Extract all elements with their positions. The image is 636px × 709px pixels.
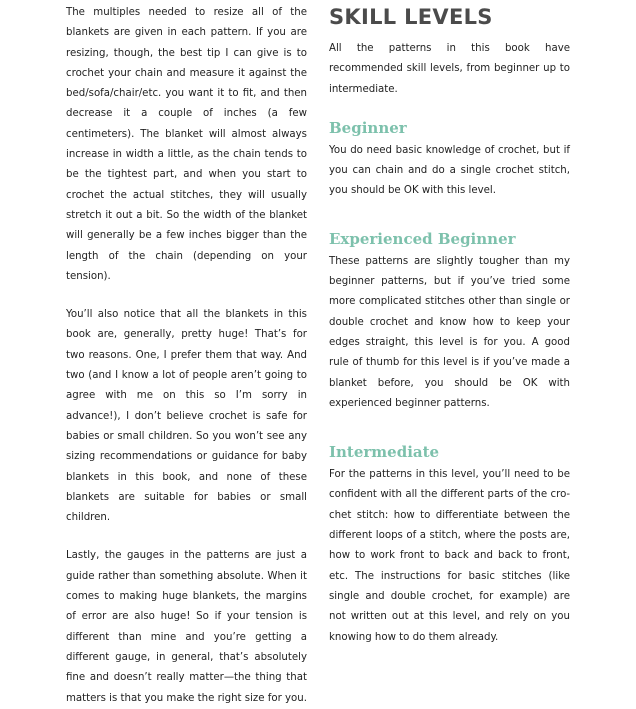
left-column xyxy=(66,3,307,709)
beginner-heading: Beginner xyxy=(329,118,407,137)
blanket-size-paragraph: You’ll also notice that all the blankets in this book are, generally, pretty huge! That’s for two reasons. One, I prefer them that way. And two (and I know a lot of people aren’t going to agree with me on this so I’m sorry in advance!), I don’t believe crochet is safe for babies or small children. So you won’t see any sizing recommendations or guidance for baby blankets in this book, and none of these blankets are suitable for babies or small children. xyxy=(66,309,307,524)
experienced-beginner-heading: Experienced Beginner xyxy=(329,229,516,248)
intermediate-body: For the patterns in this level, you’ll need to be confident with all the different parts of the crochet stitch: how to differentiate between the different loops of a stitch, where the posts are, how to work front to back and back to front, etc. The instructions for basic stitches (like single and double crochet, for example) are not written out at this level, and rely on you knowing how to do them already. xyxy=(329,469,570,643)
right-column xyxy=(329,3,570,648)
experienced-beginner-body: These patterns are slightly tougher than my beginner patterns, but if you’ve tried some more complicated stitches other than single or double crochet and know how to keep your edges straight, this level is for you. A good rule of thumb for this level is if you’ve made a blanket before, you should be OK with experienced beginner patterns. xyxy=(329,255,570,409)
skill-levels-intro: All the patterns in this book have recommended skill levels, from beginner up to intermediate. xyxy=(329,43,570,95)
page-title: SKILL LEVELS xyxy=(329,5,493,29)
resize-paragraph: The multiples needed to resize all of the blankets are given in each pattern. If you are resizing, though, the best tip I can give is to crochet your chain and measure it against the bed/sofa/chair/etc. you want it to fit, and then decrease it a couple of inches (a few centimeters). The blanket will almost always increase in width a little, as the chain tends to be the tightest part, and when you start to crochet the actual stitches, they will usually stretch it out a bit. So the width of the blanket will generally be a few inches bigger than the length of the chain (depending on your tension). xyxy=(66,7,307,282)
beginner-body: You do need basic knowledge of crochet, but if you can chain and do a single crochet stitch, you should be OK with this level. xyxy=(329,144,570,197)
intermediate-heading: Intermediate xyxy=(329,443,440,462)
gauge-paragraph: Lastly, the gauges in the patterns are just a guide rather than something absolute. When it comes to making huge blankets, the margins of error are also huge! So if your tension is different than mine and you’re getting a different gauge, in general, that’s absolutely fine and doesn’t really matter—the thing that matters is that you make the right size for you. xyxy=(66,550,307,704)
